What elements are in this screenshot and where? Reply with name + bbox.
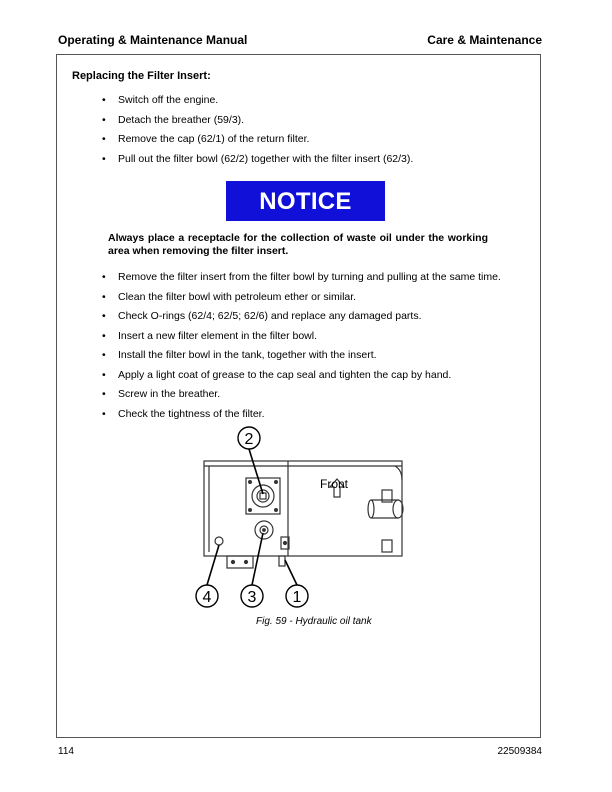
notice-banner: NOTICE (226, 181, 385, 221)
page-number: 114 (58, 746, 74, 757)
list-item: • Screw in the breather. (102, 388, 501, 408)
callout-label: 4 (202, 589, 212, 606)
callout-label: 1 (292, 589, 302, 606)
list-item: • Detach the breather (59/3). (102, 114, 413, 134)
front-label: Front (320, 477, 349, 491)
steps-list-before-notice (102, 94, 413, 172)
list-item: • Pull out the filter bowl (62/2) together with the filter insert (62/3). (102, 153, 413, 173)
list-item: • Switch off the engine. (102, 94, 413, 114)
chapter-title: Care & Maintenance (427, 33, 542, 47)
list-item: • Clean the filter bowl with petroleum ether or similar. (102, 291, 501, 311)
tank-foot (382, 540, 392, 552)
list-item: • Insert a new filter element in the filter bowl. (102, 330, 501, 350)
section-title: Replacing the Filter Insert: (72, 70, 211, 82)
list-item: • Install the filter bowl in the tank, together with the insert. (102, 349, 501, 369)
list-item: • Apply a light coat of grease to the cap seal and tighten the cap by hand. (102, 369, 501, 389)
list-item: • Check the tightness of the filter. (102, 408, 501, 428)
list-item: • Remove the cap (62/1) of the return filter. (102, 133, 413, 153)
tank-body (204, 461, 402, 556)
callout-label: 2 (244, 431, 254, 448)
callout-label: 3 (247, 589, 257, 606)
list-item: • Remove the filter insert from the filter bowl by turning and pulling at the same time. (102, 271, 501, 291)
manual-title: Operating & Maintenance Manual (58, 33, 248, 47)
hydraulic-oil-tank-figure (180, 424, 420, 614)
figure-caption: Fig. 59 - Hydraulic oil tank (256, 616, 372, 627)
steps-list-after-notice (102, 271, 501, 427)
document-number: 22509384 (497, 746, 542, 757)
tank-foot (227, 556, 253, 568)
list-item: • Check O-rings (62/4; 62/5; 62/6) and replace any damaged parts. (102, 310, 501, 330)
notice-text: Always place a receptacle for the collection of waste oil under the working area when removing the filter insert. (108, 232, 488, 257)
